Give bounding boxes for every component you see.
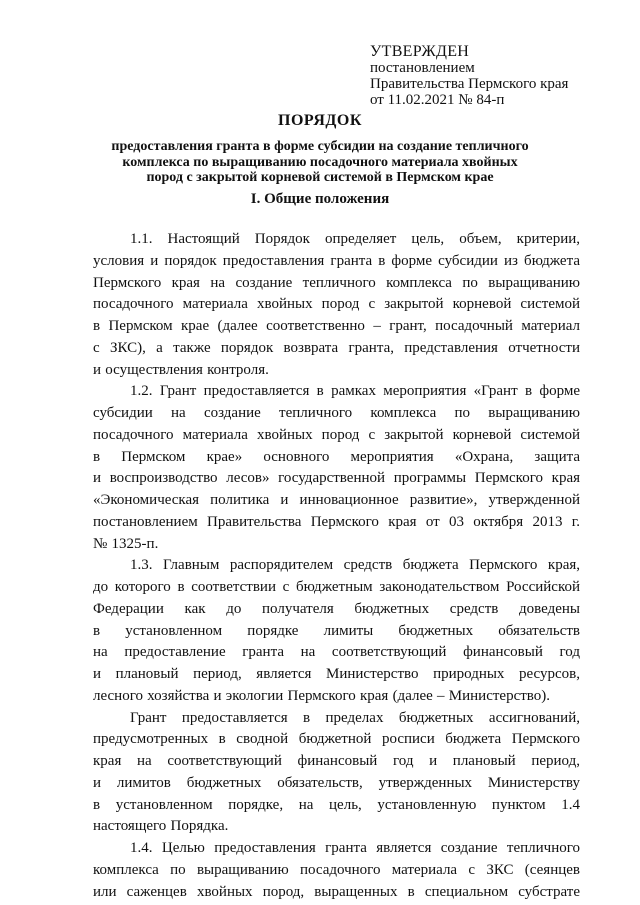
paragraph-line: или саженцев хвойных пород, выращенных в специальном субстрате [93,883,580,900]
paragraph-line: настоящего Порядка. [93,818,229,835]
paragraph-line: Грант предоставляется в пределах бюджетных ассигнований, [130,709,580,726]
paragraph-line: в Пермском крае (далее соответственно – грант, посадочный материал [93,318,580,334]
paragraph-line: края на соответствующий финансовый год и плановый период, [93,753,580,769]
approval-stamp [370,44,568,108]
paragraph-line: постановлением Правительства Пермского края от 03 октября 2013 г. [93,513,580,530]
paragraph-line: 1.3. Главным распорядителем средств бюджета Пермского края, [130,557,580,574]
paragraph-line: предусмотренных в сводной бюджетной росписи бюджета Пермского [93,731,580,748]
paragraph-line: 1.4. Целью предоставления гранта является создание тепличного [130,840,580,856]
section-heading: I. Общие положения [250,191,390,207]
paragraph-line: посадочного материала хвойных пород с закрытой корневой системой [93,426,580,443]
paragraph-line: и осуществления контроля. [93,361,269,378]
paragraph-line: до которого в соответствии с бюджетным законодательством Российской [93,579,580,595]
paragraph-line: 1.1. Настоящий Порядок определяет цель, объем, критерии, [130,231,580,247]
paragraph-line: условия и порядок предоставления гранта в форме субсидии из бюджета [93,252,580,269]
body-text [93,229,580,903]
subtitle-line: пород с закрытой корневой системой в Пермском крае [146,170,494,185]
paragraph-line: на предоставление гранта на соответствующий финансовый год [93,644,580,661]
paragraph-line: № 1325-п. [93,535,159,552]
paragraph-line: в Пермском крае» основного мероприятия «Охрана, защита [93,448,580,465]
document-subtitle [110,139,530,186]
paragraph-line: в установленном порядке лимиты бюджетных обязательств [93,622,580,639]
paragraph-line: 1.2. Грант предоставляется в рамках мероприятия «Грант в форме [130,383,580,400]
paragraph-line: посадочного материала хвойных пород с закрытой корневой системой [93,296,580,313]
paragraph-line: Федерации как до получателя бюджетных средств доведены [93,600,580,617]
subtitle-line: предоставления гранта в форме субсидии на создание тепличного [111,139,529,154]
paragraph-line: и плановый период, является Министерство природных ресурсов, [93,666,580,682]
paragraph-line: и лимитов бюджетных обязательств, утвержденных Министерству [93,774,580,791]
document-title: ПОРЯДОК [278,112,362,129]
paragraph-line: субсидии на создание тепличного комплекса по выращиванию [93,405,580,421]
paragraph-line: в установленном порядке, на цель, установленную пунктом 1.4 [93,796,580,813]
approval-line: от 11.02.2021 № 84-п [370,92,505,108]
paragraph-line: лесного хозяйства и экологии Пермского края (далее – Министерство). [93,687,551,704]
paragraph-line: «Экономическая политика и инновационное развитие», утвержденной [93,492,580,508]
paragraph-line: Пермского края на создание тепличного комплекса по выращиванию [93,274,580,291]
paragraph-line: и воспроизводство лесов» государственной программы Пермского края [93,470,580,487]
paragraph-line: комплекса по выращиванию посадочного материала с ЗКС (сеянцев [93,861,580,878]
approval-line: Правительства Пермского края [370,76,569,92]
approval-line: постановлением [370,60,475,76]
subtitle-line: комплекса по выращиванию посадочного материала хвойных [122,154,518,170]
paragraph-line: с ЗКС), а также порядок возврата гранта, представления отчетности [93,339,580,356]
approval-lead: УТВЕРЖДЕН [370,43,470,60]
